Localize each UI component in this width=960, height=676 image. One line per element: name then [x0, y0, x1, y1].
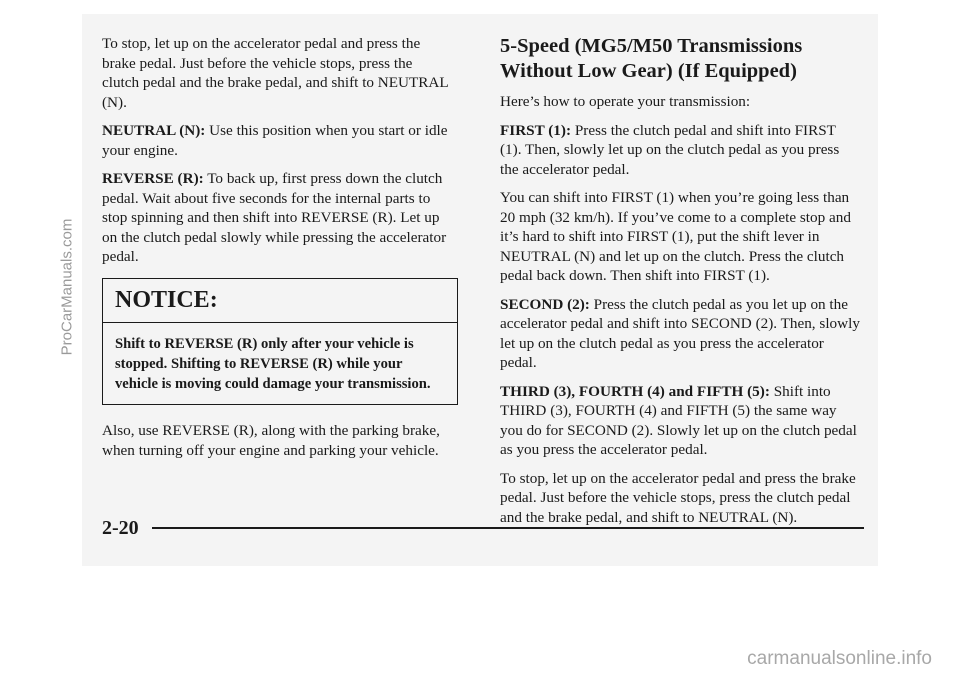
stop-paragraph-right: To stop, let up on the accelerator pedal and press the brake pedal. Just before the vehicle stops, press the clutch pedal and the brake pedal, and shift to NEUTRAL (N). — [500, 469, 856, 526]
second-gear-label: SECOND (2): — [500, 295, 590, 313]
notice-title: NOTICE: — [115, 286, 218, 313]
parking-paragraph: Also, use REVERSE (R), along with the parking brake, when turning off your engine and parking your vehicle. — [102, 422, 440, 459]
neutral-text: Use this position when you start or idle your engine. — [102, 122, 448, 159]
third-fifth-gear-paragraph — [500, 382, 860, 460]
notice-box — [102, 278, 458, 406]
intro-paragraph: Here’s how to operate your transmission: — [500, 93, 751, 110]
stop-paragraph-left: To stop, let up on the accelerator pedal and press the brake pedal. Just before the vehicle stops, press the clutch pedal and the brake pedal, and shift to NEUTRAL (N). — [102, 35, 449, 111]
footer-rule — [152, 527, 864, 529]
neutral-label: NEUTRAL (N): — [102, 122, 206, 139]
notice-text: Shift to REVERSE (R) only after your vehicle is stopped. Shifting to REVERSE (R) while your vehicle is moving could damage your transmission. — [115, 336, 431, 392]
side-watermark — [60, 122, 74, 452]
third-fifth-gear-label: THIRD (3), FOURTH (4) and FIFTH (5): — [500, 382, 770, 400]
first-gear-text: Press the clutch pedal and shift into FIRST (1). Then, slowly let up on the clutch pedal as you press the accelerator pedal. — [500, 121, 840, 178]
first-gear-paragraph — [500, 121, 860, 180]
page-footer — [102, 518, 864, 538]
section-heading: 5-Speed (MG5/M50 Transmissions Without Low Gear) (If Equipped) — [500, 35, 803, 82]
third-fifth-gear-text: Shift into THIRD (3), FOURTH (4) and FIFTH (5) the same way you do for SECOND (2). Slowly let up on the clutch pedal as you press the accelerator pedal. — [500, 382, 857, 458]
first-gear-details: You can shift into FIRST (1) when you’re going less than 20 mph (32 km/h). If you’ve come to a complete stop and it’s hard to shift into FIRST (1), put the shift lever in NEUTRAL (N) and let up on the clutch. Press the clutch pedal back down. Then shift into FIRST (1). — [500, 189, 851, 284]
reverse-text: To back up, first press down the clutch pedal. Wait about five seconds for the internal parts to stop spinning and then shift into REVERSE (R). Let up on the clutch pedal slowly while pressing the accelerator pedal. — [102, 170, 447, 265]
manual-page — [58, 14, 878, 566]
neutral-paragraph — [102, 121, 452, 160]
first-gear-label: FIRST (1): — [500, 121, 572, 139]
second-gear-paragraph — [500, 295, 860, 373]
notice-divider — [103, 322, 457, 324]
bottom-watermark: carmanualsonline.info — [747, 648, 932, 669]
reverse-label: REVERSE (R): — [102, 170, 204, 187]
right-column — [500, 34, 860, 536]
reverse-paragraph — [102, 169, 452, 267]
left-column — [102, 34, 452, 469]
second-gear-text: Press the clutch pedal as you let up on the accelerator pedal and shift into SECOND (2). Then, slowly let up on the clutch pedal as you press the accelerator pedal. — [500, 295, 860, 371]
side-watermark-text: ProCarManuals.com — [58, 218, 76, 356]
page-number: 2-20 — [102, 517, 139, 539]
